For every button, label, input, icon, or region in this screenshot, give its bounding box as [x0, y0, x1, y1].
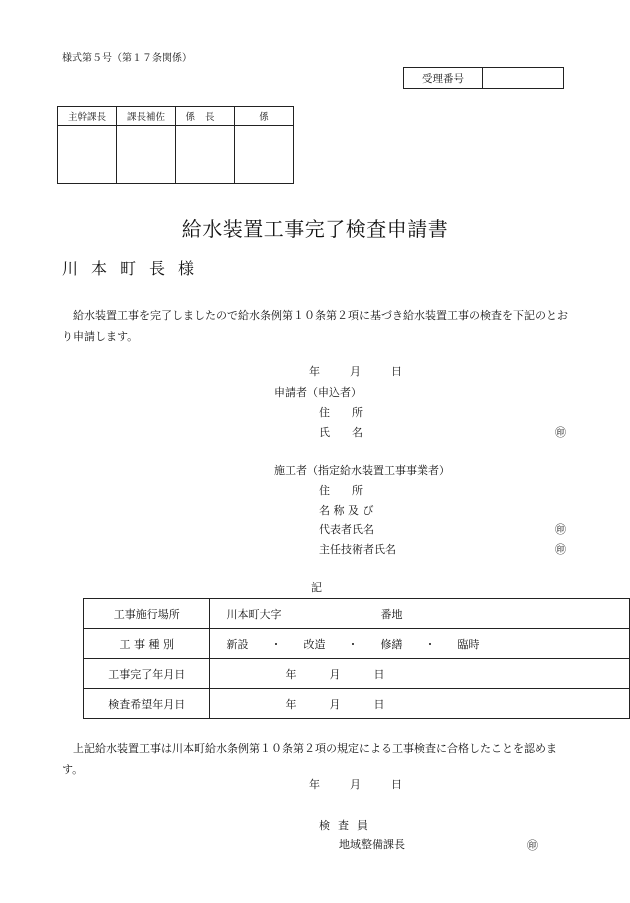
approval-stamp-cell [58, 126, 117, 184]
reception-number-box [403, 67, 564, 89]
inspector-title: 地域整備課長 [339, 838, 405, 851]
applicant-name-label: 氏 名 [319, 426, 363, 439]
applicant-seal-mark: ㊞ [555, 426, 566, 439]
inspector-seal-mark: ㊞ [527, 839, 538, 852]
table-row [84, 629, 630, 659]
applicant-address-label: 住 所 [319, 406, 363, 419]
approval-stamp-cell [176, 126, 235, 184]
date-month: 月 [350, 365, 363, 378]
approval-header-section-chief: 係長 [176, 107, 235, 126]
document-title: 給水装置工事完了検査申請書 [181, 217, 449, 241]
application-body-text: 給水装置工事を完了しましたので給水条例第１０条第２項に基づき給水装置工事の検査を下記のとおり申請します。 [62, 309, 568, 343]
application-date [309, 363, 404, 379]
inspector-label: 検査員 [319, 819, 376, 832]
contractor-address-label: 住 所 [319, 484, 363, 497]
contractor-heading: 施工者（指定給水装置工事事業者） [274, 464, 450, 477]
table-row [84, 689, 630, 719]
contractor-engineer-label: 主任技術者氏名 [319, 543, 396, 556]
date-year: 年 [309, 365, 322, 378]
table-row [84, 659, 630, 689]
approval-stamp-table [57, 106, 294, 184]
date-day: 日 [391, 365, 404, 378]
record-value-inspection-date: 年 月 日 [210, 689, 630, 719]
reception-number-value [483, 68, 563, 88]
addressee: 川本町長様 [62, 259, 208, 278]
record-value-completion-date: 年 月 日 [210, 659, 630, 689]
date-month: 月 [350, 778, 363, 791]
applicant-heading: 申請者（申込者） [274, 386, 362, 399]
record-value-work-type: 新設 ・ 改造 ・ 修繕 ・ 臨時 [210, 629, 630, 659]
record-heading: 記 [311, 581, 322, 594]
approval-stamp-cell [117, 126, 176, 184]
table-row [84, 599, 630, 629]
contractor-company-label: 名 称 及 び [319, 504, 374, 517]
record-label-completion-date: 工事完了年月日 [84, 659, 210, 689]
date-year: 年 [309, 778, 322, 791]
inspection-date [309, 776, 404, 792]
date-day: 日 [391, 778, 404, 791]
contractor-representative-label: 代表者氏名 [319, 523, 374, 536]
engineer-seal-mark: ㊞ [555, 543, 566, 556]
form-number: 様式第５号（第１７条関係） [62, 53, 192, 64]
approval-header-chief: 主幹課長 [58, 107, 117, 126]
approval-header-assistant: 課長補佐 [117, 107, 176, 126]
reception-number-label: 受理番号 [404, 68, 483, 88]
approval-header-staff: 係 [235, 107, 294, 126]
approval-stamp-cell [235, 126, 294, 184]
representative-seal-mark: ㊞ [555, 523, 566, 536]
record-table [83, 598, 630, 719]
confirmation-text: 上記給水装置工事は川本町給水条例第１０条第２項の規定による工事検査に合格したことを認めます。 [62, 742, 557, 776]
record-label-work-type: 工 事 種 別 [84, 629, 210, 659]
record-label-inspection-date: 検査希望年月日 [84, 689, 210, 719]
record-value-location: 川本町大字 番地 [210, 599, 630, 629]
record-label-location: 工事施行場所 [84, 599, 210, 629]
